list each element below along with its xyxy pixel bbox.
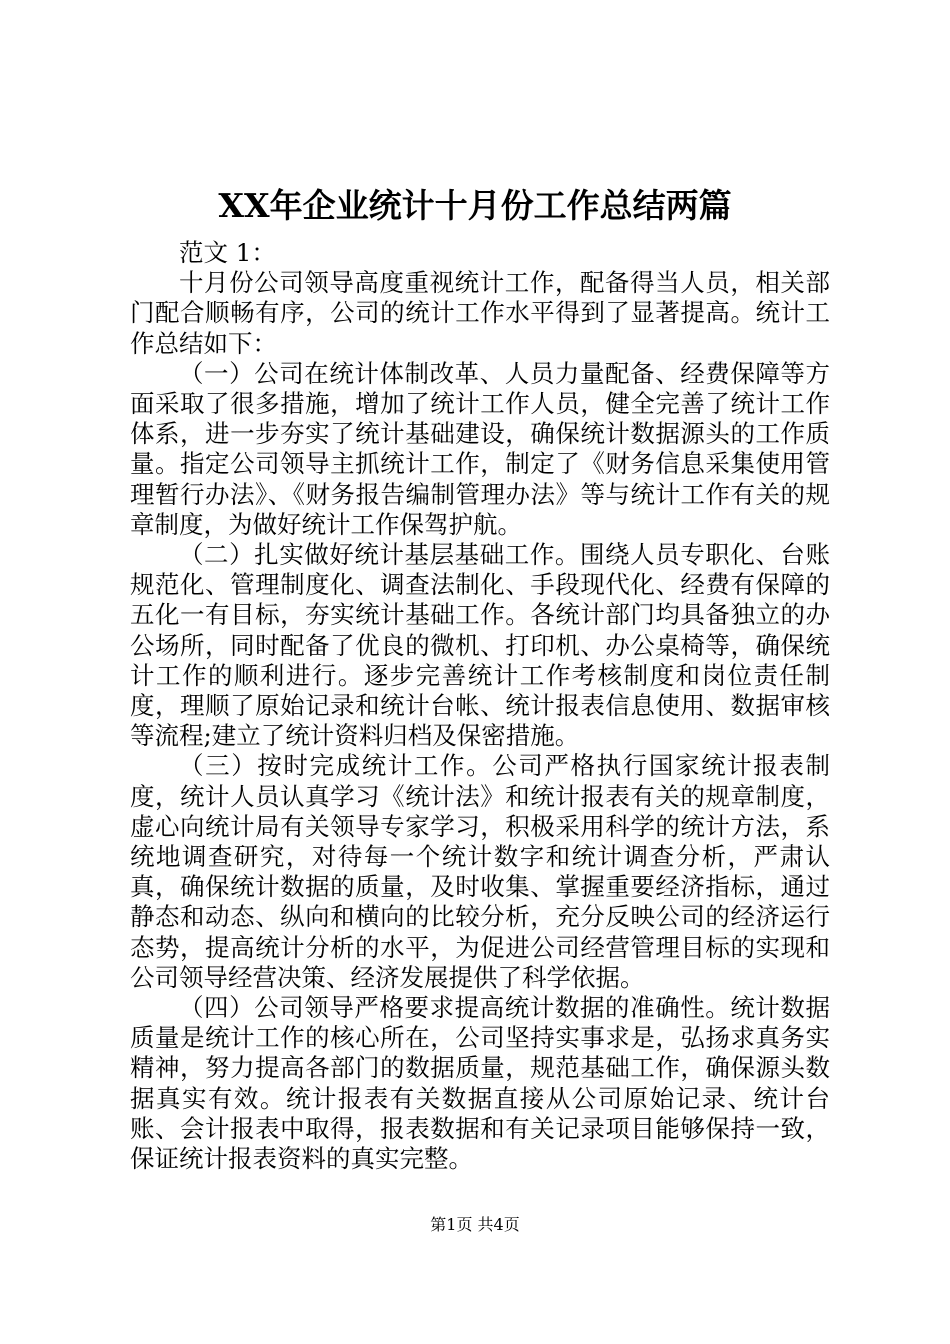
document-body <box>130 238 830 1174</box>
document-title: XX年企业统计十月份工作总结两篇 <box>218 186 732 225</box>
paragraph-section-3: （三）按时完成统计工作。公司严格执行国家统计报表制度，统计人员认真学习《统计法》和统计报表有关的规章制度，虚心向统计局有关领导专家学习，积极采用科学的统计方法，系统地调查研究，对待每一个统计数字和统计调查分析，严肃认真，确保统计数据的质量，及时收集、掌握重要经济指标，通过静态和动态、纵向和横向的比较分析，充分反映公司的经济运行态势，提高统计分析的水平，为促进公司经营管理目标的实现和公司领导经营决策、经济发展提供了科学依据。 <box>130 751 830 992</box>
paragraph-intro: 十月份公司领导高度重视统计工作，配备得当人员，相关部门配合顺畅有序，公司的统计工作水平得到了显著提高。统计工作总结如下： <box>130 268 830 358</box>
paragraph-section-2: （二）扎实做好统计基层基础工作。围绕人员专职化、台账规范化、管理制度化、调查法制化、手段现代化、经费有保障的五化一有目标，夯实统计基础工作。各统计部门均具备独立的办公场所，同时配备了优良的微机、打印机、办公桌椅等，确保统计工作的顺利进行。逐步完善统计工作考核制度和岗位责任制度，理顺了原始记录和统计台帐、统计报表信息使用、数据审核等流程;建立了统计资料归档及保密措施。 <box>130 540 830 751</box>
sample-label: 范文 1： <box>179 238 276 267</box>
page-footer: 第1页 共4页 <box>430 1215 520 1234</box>
paragraph-section-4: （四）公司领导严格要求提高统计数据的准确性。统计数据质量是统计工作的核心所在，公司坚持实事求是，弘扬求真务实精神，努力提高各部门的数据质量，规范基础工作，确保源头数据真实有效。统计报表有关数据直接从公司原始记录、统计台账、会计报表中取得，报表数据和有关记录项目能够保持一致，保证统计报表资料的真实完整。 <box>130 993 830 1174</box>
paragraph-section-1: （一）公司在统计体制改革、人员力量配备、经费保障等方面采取了很多措施，增加了统计工作人员，健全完善了统计工作体系，进一步夯实了统计基础建设，确保统计数据源头的工作质量。指定公司领导主抓统计工作，制定了《财务信息采集使用管理暂行办法》、《财务报告编制管理办法》等与统计工作有关的规章制度，为做好统计工作保驾护航。 <box>130 358 830 539</box>
